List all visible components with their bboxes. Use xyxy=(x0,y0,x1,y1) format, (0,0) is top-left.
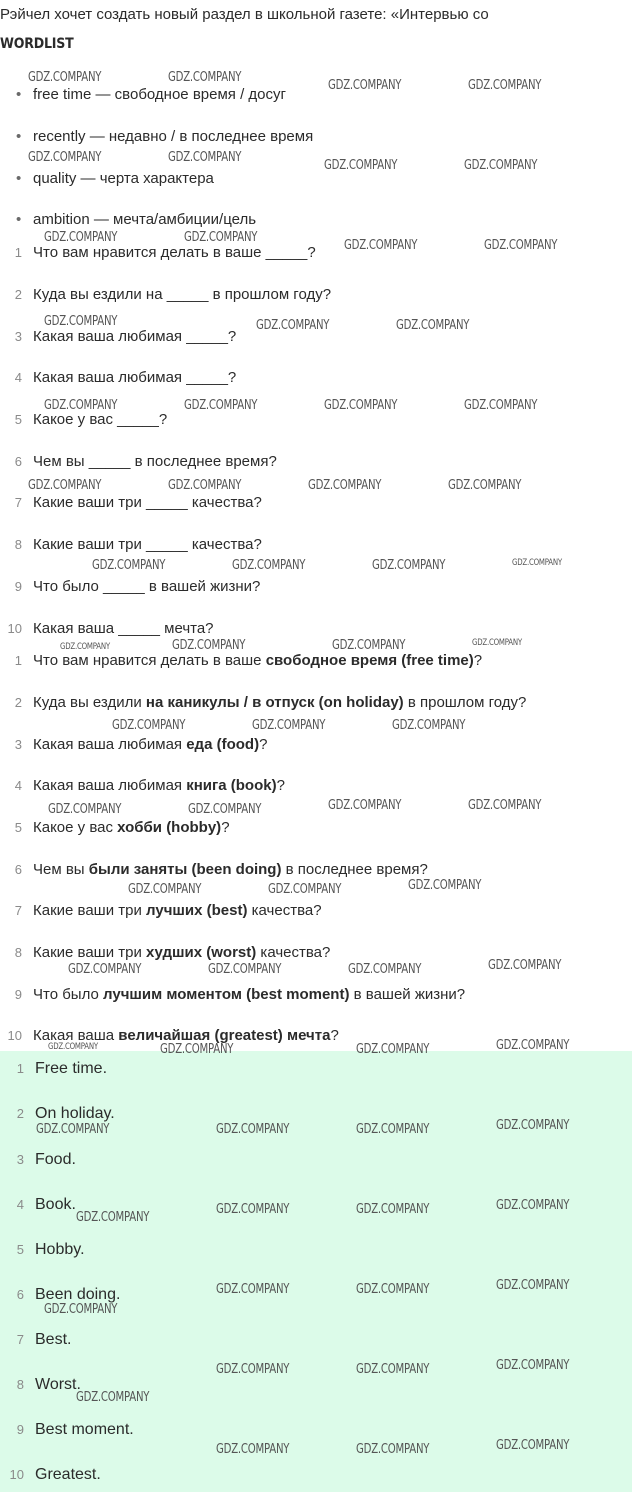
answer-number: 6 xyxy=(16,1287,24,1302)
question-after: в прошлом году? xyxy=(403,694,527,711)
watermark-text: GDZ.COMPANY xyxy=(356,1442,430,1457)
question-text: Куда вы ездили на _____ в прошлом году? xyxy=(33,286,332,303)
question-answer: худших (worst) xyxy=(146,944,257,961)
answer-number: 8 xyxy=(16,1377,24,1392)
watermark-text: GDZ.COMPANY xyxy=(112,718,186,733)
watermark-text: GDZ.COMPANY xyxy=(496,1118,570,1133)
question-number: 9 xyxy=(14,579,22,594)
question-before: Куда вы ездили xyxy=(33,694,146,711)
question-before: Что вам нравится делать в ваше xyxy=(33,652,266,669)
question-after: ? xyxy=(221,819,230,836)
question-after: в последнее время? xyxy=(281,861,428,878)
question-after: ? xyxy=(259,736,268,753)
answer-number: 3 xyxy=(16,1152,24,1167)
question-number: 2 xyxy=(14,695,22,710)
watermark-text: GDZ.COMPANY xyxy=(468,798,542,813)
question-answer: хобби (hobby) xyxy=(117,819,222,836)
question-after: в вашей жизни? xyxy=(349,986,466,1003)
watermark-text: GDZ.COMPANY xyxy=(188,802,262,817)
answer-text: Hobby. xyxy=(35,1241,85,1258)
bullet-icon: • xyxy=(16,128,22,145)
question-text: Какая ваша любимая _____? xyxy=(33,328,237,345)
watermark-text: GDZ.COMPANY xyxy=(28,70,102,85)
question-after: качества? xyxy=(256,944,331,961)
question-text: Какое у вас _____? xyxy=(33,411,168,428)
watermark-text: GDZ.COMPANY xyxy=(216,1442,290,1457)
watermark-text: GDZ.COMPANY xyxy=(44,1302,118,1317)
answer-text: Book. xyxy=(35,1196,76,1213)
question-number: 6 xyxy=(14,862,22,877)
answer-text: On holiday. xyxy=(35,1105,115,1122)
watermark-text: GDZ.COMPANY xyxy=(472,638,522,648)
watermark-text: GDZ.COMPANY xyxy=(328,78,402,93)
answer-number: 10 xyxy=(9,1467,24,1482)
watermark-text: GDZ.COMPANY xyxy=(28,150,102,165)
watermark-text: GDZ.COMPANY xyxy=(168,70,242,85)
answer-text: Been doing. xyxy=(35,1286,121,1303)
watermark-text: GDZ.COMPANY xyxy=(396,318,470,333)
question-row xyxy=(0,620,214,637)
answer-row xyxy=(0,1421,134,1439)
bullet-icon: • xyxy=(16,211,22,228)
question-before: Какая ваша xyxy=(33,1027,119,1044)
watermark-text: GDZ.COMPANY xyxy=(232,558,306,573)
wordlist-item xyxy=(16,128,313,145)
question-after: ? xyxy=(473,652,483,669)
question-number: 8 xyxy=(14,537,22,552)
watermark-text: GDZ.COMPANY xyxy=(324,158,398,173)
question-number: 4 xyxy=(14,370,22,385)
filled-question-row xyxy=(0,652,482,669)
question-before: Чем вы xyxy=(33,861,89,878)
question-answer: на каникулы / в отпуск (on holiday) xyxy=(145,694,404,711)
answer-number: 9 xyxy=(16,1422,24,1437)
question-before: Какое у вас xyxy=(33,819,118,836)
watermark-text: GDZ.COMPANY xyxy=(268,882,342,897)
question-before: Какая ваша любимая xyxy=(33,777,187,794)
watermark-text: GDZ.COMPANY xyxy=(324,398,398,413)
watermark-text: GDZ.COMPANY xyxy=(512,558,562,568)
answer-row xyxy=(0,1241,85,1259)
watermark-text: GDZ.COMPANY xyxy=(464,158,538,173)
watermark-text: GDZ.COMPANY xyxy=(408,878,482,893)
wordlist-title: WORDLIST xyxy=(0,36,74,52)
question-row xyxy=(0,494,262,511)
watermark-text: GDZ.COMPANY xyxy=(308,478,382,493)
wordlist-item-text: recently — недавно / в последнее время xyxy=(33,128,314,145)
question-row xyxy=(0,411,167,428)
question-before: Какая ваша любимая xyxy=(33,736,187,753)
watermark-text: GDZ.COMPANY xyxy=(48,1042,98,1052)
watermark-text: GDZ.COMPANY xyxy=(68,962,142,977)
question-number: 8 xyxy=(14,945,22,960)
watermark-text: GDZ.COMPANY xyxy=(448,478,522,493)
watermark-text: GDZ.COMPANY xyxy=(184,230,258,245)
watermark-text: GDZ.COMPANY xyxy=(48,802,122,817)
watermark-text: GDZ.COMPANY xyxy=(216,1202,290,1217)
watermark-text: GDZ.COMPANY xyxy=(92,558,166,573)
wordlist-item xyxy=(16,86,286,103)
answer-row xyxy=(0,1105,115,1123)
watermark-text: GDZ.COMPANY xyxy=(44,230,118,245)
question-text: Что было _____ в вашей жизни? xyxy=(33,578,261,595)
watermark-text: GDZ.COMPANY xyxy=(328,798,402,813)
question-text: Какая ваша _____ мечта? xyxy=(33,620,214,637)
question-text: Какие ваши три _____ качества? xyxy=(33,536,262,553)
answer-row xyxy=(0,1196,76,1214)
question-after: ? xyxy=(276,777,285,794)
wordlist-item xyxy=(16,211,256,228)
answer-row xyxy=(0,1060,107,1078)
question-text: Чем вы _____ в последнее время? xyxy=(33,453,277,470)
watermark-text: GDZ.COMPANY xyxy=(496,1358,570,1373)
watermark-text: GDZ.COMPANY xyxy=(356,1362,430,1377)
watermark-text: GDZ.COMPANY xyxy=(216,1122,290,1137)
question-number: 1 xyxy=(14,653,22,668)
question-text: Что вам нравится делать в ваше _____? xyxy=(33,244,316,261)
watermark-text: GDZ.COMPANY xyxy=(496,1198,570,1213)
answer-number: 2 xyxy=(16,1106,24,1121)
question-row xyxy=(0,453,277,470)
answer-row xyxy=(0,1151,76,1169)
question-row xyxy=(0,286,331,303)
filled-question-row xyxy=(0,986,465,1003)
question-answer: величайшая (greatest) мечта xyxy=(118,1027,331,1044)
filled-question-row xyxy=(0,944,330,961)
question-number: 3 xyxy=(14,737,22,752)
wordlist-item xyxy=(16,170,214,187)
question-answer: лучшим моментом (best moment) xyxy=(103,986,350,1003)
answer-text: Best moment. xyxy=(35,1421,134,1438)
question-row xyxy=(0,536,262,553)
watermark-text: GDZ.COMPANY xyxy=(496,1438,570,1453)
watermark-text: GDZ.COMPANY xyxy=(332,638,406,653)
intro-text: Рэйчел хочет создать новый раздел в школьной газете: «Интервью со xyxy=(0,6,489,23)
question-number: 5 xyxy=(14,412,22,427)
question-before: Какие ваши три xyxy=(33,902,147,919)
watermark-text: GDZ.COMPANY xyxy=(168,478,242,493)
filled-question-row xyxy=(0,777,285,794)
question-answer: были заняты (been doing) xyxy=(88,861,282,878)
watermark-text: GDZ.COMPANY xyxy=(488,958,562,973)
question-text: Какие ваши три _____ качества? xyxy=(33,494,262,511)
watermark-text: GDZ.COMPANY xyxy=(172,638,246,653)
filled-question-row xyxy=(0,819,230,836)
question-number: 3 xyxy=(14,329,22,344)
bullet-icon: • xyxy=(16,170,22,187)
watermark-text: GDZ.COMPANY xyxy=(256,318,330,333)
question-number: 9 xyxy=(14,987,22,1002)
question-number: 2 xyxy=(14,287,22,302)
watermark-text: GDZ.COMPANY xyxy=(252,718,326,733)
answer-row xyxy=(0,1376,81,1394)
question-after: ? xyxy=(330,1027,339,1044)
question-answer: книга (book) xyxy=(186,777,277,794)
answer-text: Best. xyxy=(35,1331,72,1348)
answer-text: Free time. xyxy=(35,1060,108,1077)
question-number: 7 xyxy=(14,903,22,918)
question-number: 1 xyxy=(14,245,22,260)
answer-number: 1 xyxy=(16,1061,24,1076)
answer-text: Food. xyxy=(35,1151,76,1168)
watermark-text: GDZ.COMPANY xyxy=(356,1282,430,1297)
answer-text: Worst. xyxy=(35,1376,81,1393)
question-number: 10 xyxy=(7,621,22,636)
question-number: 4 xyxy=(14,778,22,793)
watermark-text: GDZ.COMPANY xyxy=(356,1042,430,1057)
watermark-text: GDZ.COMPANY xyxy=(356,1122,430,1137)
watermark-text: GDZ.COMPANY xyxy=(44,398,118,413)
answer-text: Greatest. xyxy=(35,1466,101,1483)
question-answer: лучших (best) xyxy=(146,902,248,919)
question-row xyxy=(0,244,316,261)
question-number: 6 xyxy=(14,454,22,469)
watermark-text: GDZ.COMPANY xyxy=(168,150,242,165)
watermark-text: GDZ.COMPANY xyxy=(160,1042,234,1057)
watermark-text: GDZ.COMPANY xyxy=(128,882,202,897)
question-number: 10 xyxy=(7,1028,22,1043)
watermark-text: GDZ.COMPANY xyxy=(496,1278,570,1293)
answer-row xyxy=(0,1466,101,1484)
watermark-text: GDZ.COMPANY xyxy=(36,1122,110,1137)
answer-number: 4 xyxy=(16,1197,24,1212)
watermark-text: GDZ.COMPANY xyxy=(392,718,466,733)
question-row xyxy=(0,578,260,595)
watermark-text: GDZ.COMPANY xyxy=(28,478,102,493)
watermark-text: GDZ.COMPANY xyxy=(208,962,282,977)
filled-question-row xyxy=(0,902,322,919)
question-number: 7 xyxy=(14,495,22,510)
watermark-text: GDZ.COMPANY xyxy=(44,314,118,329)
answer-number: 5 xyxy=(16,1242,24,1257)
watermark-text: GDZ.COMPANY xyxy=(344,238,418,253)
question-text: Какая ваша любимая _____? xyxy=(33,369,237,386)
filled-question-row xyxy=(0,861,428,878)
watermark-text: GDZ.COMPANY xyxy=(216,1362,290,1377)
wordlist-item-text: free time — свободное время / досуг xyxy=(33,86,286,103)
answer-number: 7 xyxy=(16,1332,24,1347)
filled-question-row xyxy=(0,694,526,711)
watermark-text: GDZ.COMPANY xyxy=(356,1202,430,1217)
watermark-text: GDZ.COMPANY xyxy=(484,238,558,253)
watermark-text: GDZ.COMPANY xyxy=(348,962,422,977)
watermark-text: GDZ.COMPANY xyxy=(468,78,542,93)
question-answer: еда (food) xyxy=(186,736,260,753)
watermark-text: GDZ.COMPANY xyxy=(76,1210,150,1225)
watermark-text: GDZ.COMPANY xyxy=(76,1390,150,1405)
question-number: 5 xyxy=(14,820,22,835)
question-row xyxy=(0,328,236,345)
filled-question-row xyxy=(0,736,267,753)
watermark-text: GDZ.COMPANY xyxy=(496,1038,570,1053)
question-before: Какие ваши три xyxy=(33,944,147,961)
answer-row xyxy=(0,1331,71,1349)
question-row xyxy=(0,369,236,386)
watermark-text: GDZ.COMPANY xyxy=(372,558,446,573)
watermark-text: GDZ.COMPANY xyxy=(60,642,110,652)
bullet-icon: • xyxy=(16,86,22,103)
watermark-text: GDZ.COMPANY xyxy=(184,398,258,413)
wordlist-item-text: ambition — мечта/амбиции/цель xyxy=(33,211,257,228)
watermark-text: GDZ.COMPANY xyxy=(216,1282,290,1297)
watermark-text: GDZ.COMPANY xyxy=(464,398,538,413)
wordlist-item-text: quality — черта характера xyxy=(33,170,214,187)
question-before: Что было xyxy=(33,986,104,1003)
question-after: качества? xyxy=(247,902,322,919)
question-answer: свободное время (free time) xyxy=(265,652,474,669)
